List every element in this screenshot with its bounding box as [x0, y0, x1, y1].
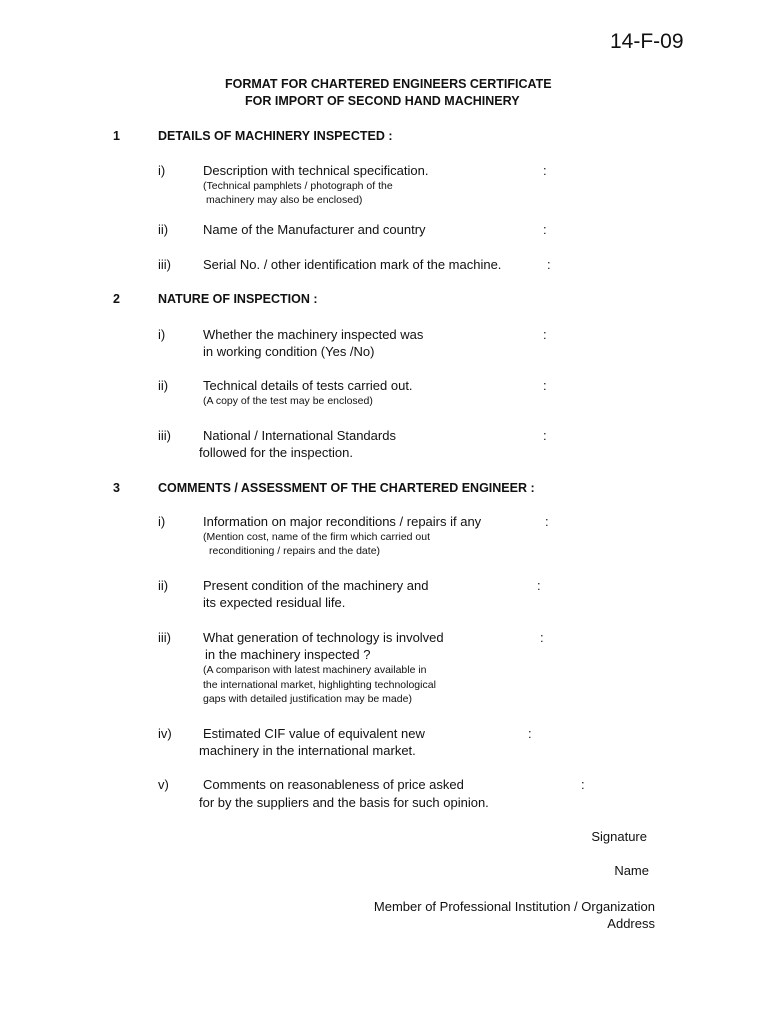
- name-label: Name: [614, 863, 649, 878]
- item-text: Whether the machinery inspected was: [203, 327, 424, 342]
- item-number: iii): [158, 257, 171, 272]
- section-2-heading: NATURE OF INSPECTION :: [158, 292, 318, 306]
- item-text: Information on major reconditions / repairs if any: [203, 514, 482, 529]
- item-text: National / International Standards: [203, 428, 396, 443]
- member-label: Member of Professional Institution / Organization: [373, 899, 655, 914]
- item-colon: :: [528, 726, 532, 741]
- section-2-number: 2: [113, 292, 120, 306]
- item-note: (A copy of the test may be enclosed): [203, 395, 373, 407]
- item-number: ii): [158, 578, 169, 593]
- item-colon: :: [537, 578, 541, 593]
- item-note: the international market, highlighting technological: [203, 679, 436, 691]
- item-colon: :: [543, 428, 547, 443]
- item-colon: :: [543, 163, 547, 178]
- item-colon: :: [543, 222, 547, 237]
- item-note: (A comparison with latest machinery available in: [203, 664, 427, 676]
- item-number: i): [158, 163, 166, 178]
- item-colon: :: [543, 327, 547, 342]
- item-number: iii): [158, 630, 171, 645]
- item-colon: :: [547, 257, 551, 272]
- title-line-2: FOR IMPORT OF SECOND HAND MACHINERY: [245, 94, 520, 108]
- item-text: Technical details of tests carried out.: [203, 378, 413, 393]
- item-note: machinery may also be enclosed): [206, 194, 363, 206]
- item-text: What generation of technology is involved: [203, 630, 444, 645]
- item-note: (Technical pamphlets / photograph of the: [203, 180, 393, 192]
- item-number: iv): [158, 726, 172, 741]
- section-1-number: 1: [113, 129, 120, 143]
- section-1-heading: DETAILS OF MACHINERY INSPECTED :: [158, 129, 393, 143]
- item-number: i): [158, 327, 166, 342]
- item-text-continued: its expected residual life.: [203, 595, 346, 610]
- item-number: v): [158, 777, 169, 792]
- title-line-1: FORMAT FOR CHARTERED ENGINEERS CERTIFICATE: [225, 77, 552, 91]
- section-3-number: 3: [113, 481, 120, 495]
- item-text: Estimated CIF value of equivalent new: [203, 726, 425, 741]
- item-text: Description with technical specification.: [203, 163, 429, 178]
- item-colon: :: [581, 777, 585, 792]
- item-number: iii): [158, 428, 171, 443]
- item-text: Present condition of the machinery and: [203, 578, 429, 593]
- item-colon: :: [543, 378, 547, 393]
- item-text-continued: followed for the inspection.: [199, 445, 353, 460]
- item-text-continued: in working condition (Yes /No): [203, 344, 375, 359]
- item-text-continued: for by the suppliers and the basis for such opinion.: [199, 795, 489, 810]
- item-colon: :: [545, 514, 549, 529]
- item-text-continued: in the machinery inspected ?: [205, 647, 371, 662]
- item-note: (Mention cost, name of the firm which carried out: [203, 531, 431, 543]
- item-number: ii): [158, 222, 169, 237]
- item-number: i): [158, 514, 166, 529]
- signature-label: Signature: [591, 829, 647, 844]
- section-3-heading: COMMENTS / ASSESSMENT OF THE CHARTERED ENGINEER :: [158, 481, 535, 495]
- item-text-continued: machinery in the international market.: [199, 743, 416, 758]
- item-note: gaps with detailed justification may be made): [203, 693, 412, 705]
- item-note: reconditioning / repairs and the date): [209, 545, 381, 557]
- item-text: Serial No. / other identification mark of the machine.: [203, 257, 502, 272]
- item-number: ii): [158, 378, 169, 393]
- item-text: Comments on reasonableness of price asked: [203, 777, 464, 792]
- item-text: Name of the Manufacturer and country: [203, 222, 426, 237]
- item-colon: :: [540, 630, 544, 645]
- address-label: Address: [607, 916, 655, 931]
- form-code: 14-F-09: [610, 30, 684, 53]
